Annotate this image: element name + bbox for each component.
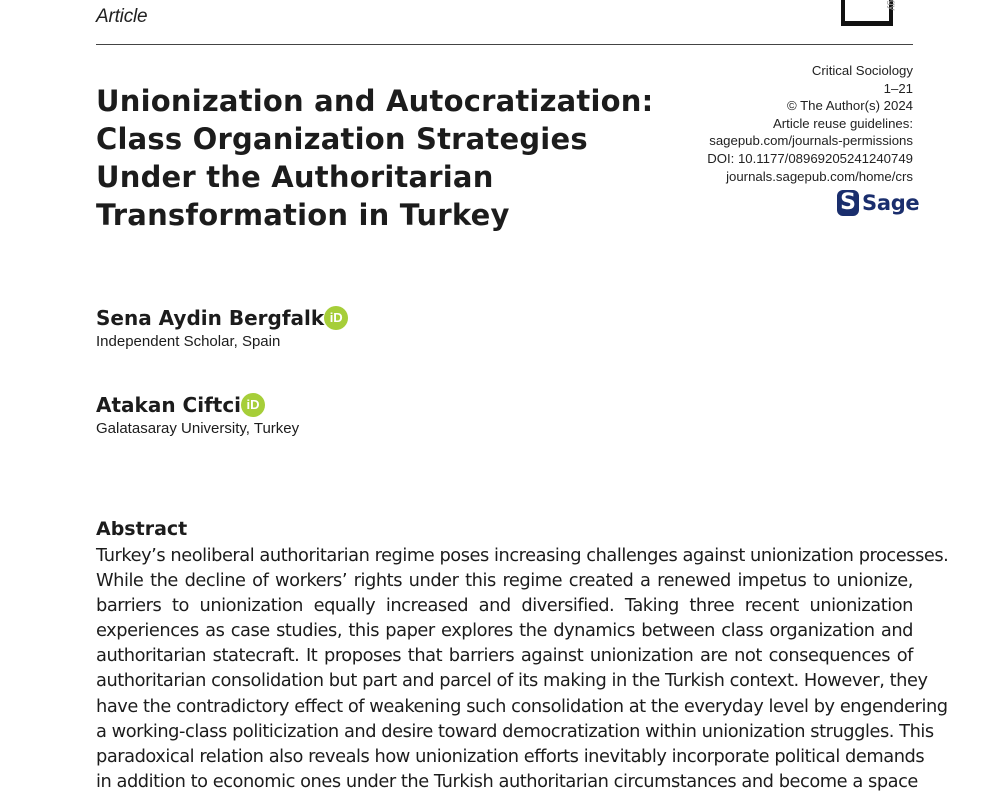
sage-logo-text: Sage [862,191,920,215]
abstract-line: have the contradictory effect of weakening such consolidation at the everyday level by engendering [96,695,948,717]
copyright: © The Author(s) 2024 [786,98,913,114]
doi[interactable]: DOI: 10.1177/08969205241240749 [707,150,913,166]
sage-logo [837,188,919,218]
abstract-heading: Abstract [96,518,188,540]
author-name: Sena Aydin Bergfalk [96,306,325,330]
abstract-body [96,543,949,794]
edge-text-fragment: gy [886,0,897,11]
title-line: Under the Authoritarian [96,160,494,194]
permissions-link[interactable]: sagepub.com/journals-permissions [709,133,913,149]
abstract-line: a working-class politicization and desire toward democratization within unionization struggles. This [96,720,934,742]
journal-home-link[interactable]: journals.sagepub.com/home/crs [726,168,913,184]
author-affiliation: Independent Scholar, Spain [96,333,281,350]
title-line: Class Organization Strategies [96,122,588,156]
abstract-line: While the decline of workers’ rights under this regime created a renewed impetus to unionize, [96,570,913,592]
abstract-line: authoritarian statecraft. It proposes that barriers against unionization are not consequences of [96,645,913,667]
abstract-line: experiences as case studies, this paper explores the dynamics between class organization and [96,620,913,642]
journal-name: Critical Sociology [811,63,913,78]
reuse-guidelines-label: Article reuse guidelines: [772,115,913,131]
author-block [96,393,299,437]
abstract-line: in addition to economic ones under the Turkish authoritarian circumstances and become a space [96,770,918,792]
author-block [96,306,348,350]
author-affiliation: Galatasaray University, Turkey [96,420,300,437]
title-line: Unionization and Autocratization: [96,84,654,118]
author-name-line [96,306,348,330]
orcid-icon[interactable]: iD [241,393,265,417]
author-name-line [96,393,299,417]
article-type-label: Article [96,6,148,27]
title-line: Transformation in Turkey [96,198,510,232]
abstract-line: authoritarian consolidation but part and parcel of its making in the Turkish context. However, they [96,670,928,692]
abstract-line: barriers to unionization equally increased and diversified. Taking three recent unionization [96,595,913,617]
page-range: 1–21 [883,80,913,96]
sage-logo-icon: S [837,190,859,216]
author-name: Atakan Ciftci [96,393,242,417]
abstract-line: paradoxical relation also reveals how unionization efforts inevitably incorporate political demands [96,745,925,767]
orcid-icon[interactable]: iD [324,306,348,330]
header-divider [96,44,913,45]
journal-metadata [707,62,913,185]
abstract-line: Turkey’s neoliberal authoritarian regime poses increasing challenges against unionization processes. [96,545,949,566]
article-title [96,82,676,234]
